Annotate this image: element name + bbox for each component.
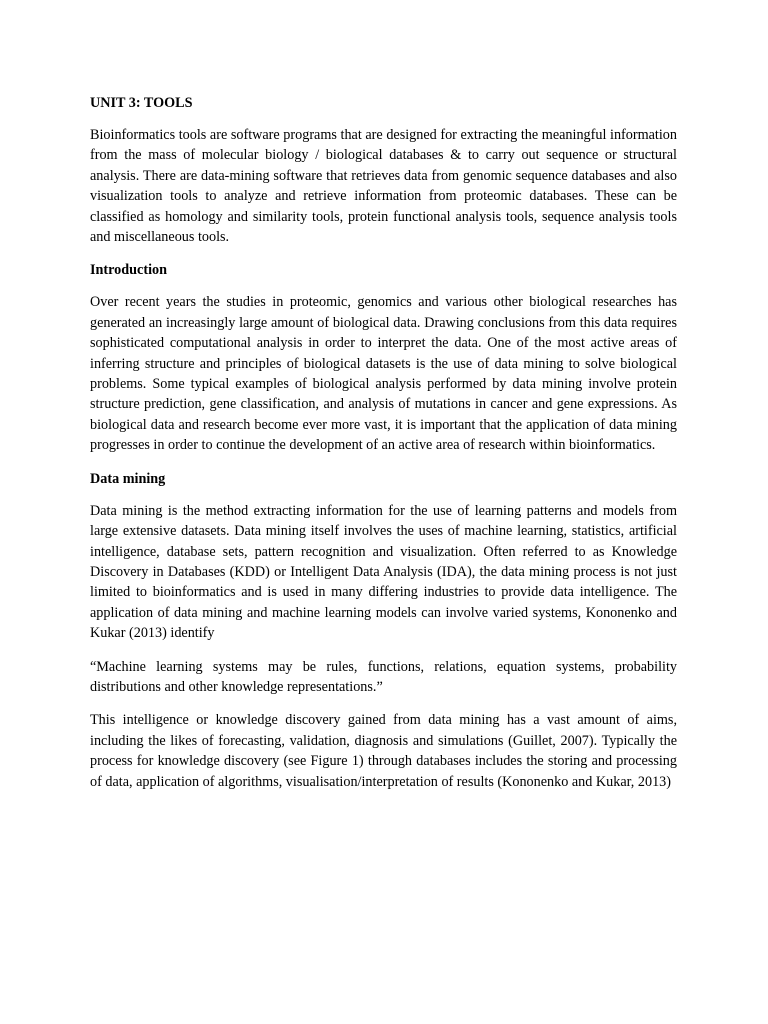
- data-mining-paragraph: Data mining is the method extracting information for the use of learning patterns and models from large extensive datasets. Data mining itself involves the uses of machine learning, statistics, artificial intelligence, database sets, pattern recognition and visualization. Often referred to as Knowledge Discovery in Databases (KDD) or Intelligent Data Analysis (IDA), the data mining process is not just limited to bioinformatics and is used in many differing industries to provide data intelligence. The application of data mining and machine learning models can involve varied systems, Kononenko and Kukar (2013) identify: [90, 502, 677, 642]
- quote-paragraph: “Machine learning systems may be rules, functions, relations, equation systems, probability distributions and other knowledge representations.”: [90, 658, 677, 695]
- introduction-paragraph: Over recent years the studies in proteomic, genomics and various other biological researches has generated an increasingly large amount of biological data. Drawing conclusions from this data requires sophisticated computational analysis in order to interpret the data. One of the most active areas of inferring structure and principles of biological datasets is the use of data mining to solve biological problems. Some typical examples of biological analysis performed by data mining involve protein structure prediction, gene classification, and analysis of mutations in cancer and gene expressions. As biological data and research become ever more vast, it is important that the application of data mining progresses in order to continue the development of an active area of research within bioinformatics.: [90, 294, 677, 454]
- document-page: [90, 93, 677, 792]
- intro-paragraph: Bioinformatics tools are software programs that are designed for extracting the meaningful information from the mass of molecular biology / biological databases & to carry out sequence or structural analysis. There are data-mining software that retrieves data from genomic sequence databases and also visualization tools to analyze and retrieve information from proteomic databases. These can be classified as homology and similarity tools, protein functional analysis tools, sequence analysis tools and miscellaneous tools.: [90, 127, 677, 246]
- section-heading-introduction: Introduction: [90, 262, 167, 279]
- section-heading-data-mining: Data mining: [90, 470, 166, 487]
- knowledge-discovery-paragraph: This intelligence or knowledge discovery gained from data mining has a vast amount of aims, including the likes of forecasting, validation, diagnosis and simulations (Guillet, 2007). Typically the process for knowledge discovery (see Figure 1) through databases includes the storing and processing of data, application of algorithms, visualisation/interpretation of results (Kononenko and Kukar, 2013): [90, 712, 677, 790]
- unit-title: UNIT 3: TOOLS: [90, 95, 193, 111]
